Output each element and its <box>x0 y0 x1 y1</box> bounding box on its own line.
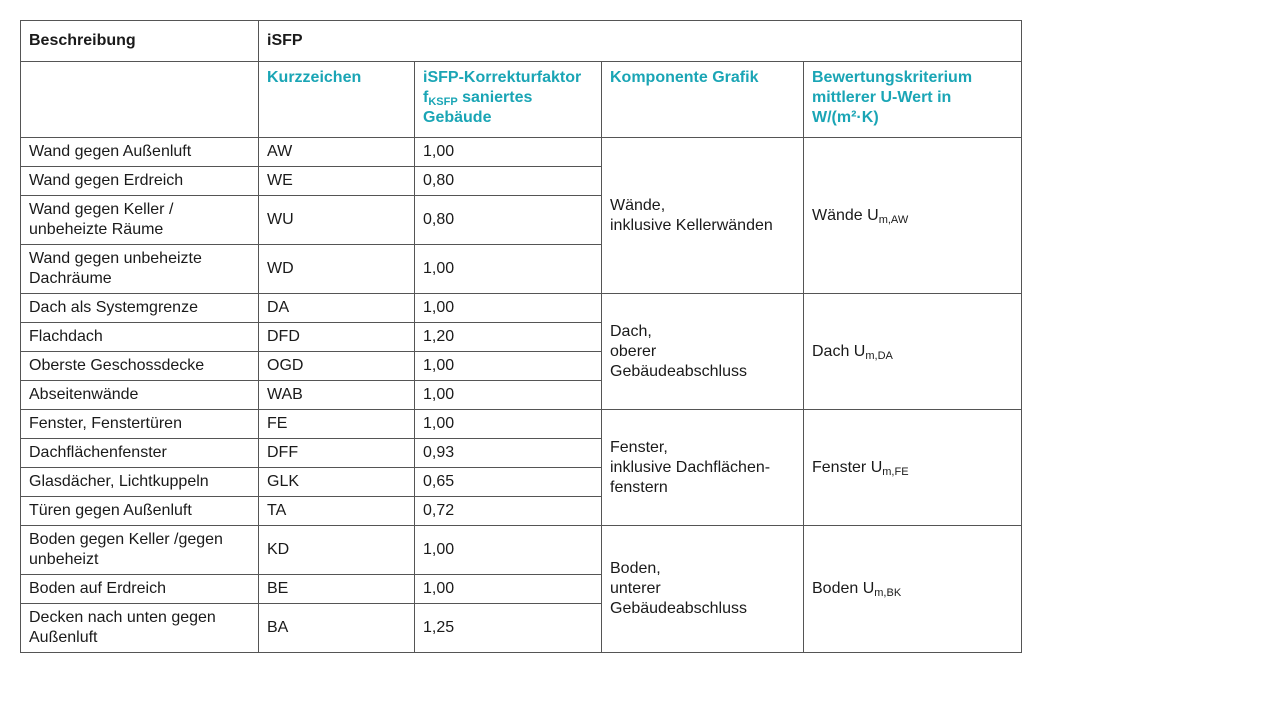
group-kriterium-boden <box>804 526 1022 653</box>
row-description: Decken nach unten gegen Außenluft <box>21 604 259 653</box>
row-factor: 1,00 <box>415 245 602 294</box>
row-description: Fenster, Fenstertüren <box>21 410 259 439</box>
group-kriterium-dach <box>804 294 1022 410</box>
row-code: WD <box>259 245 415 294</box>
row-code: BA <box>259 604 415 653</box>
row-factor: 0,65 <box>415 468 602 497</box>
group-komponente-waende: Wände, inklusive Kellerwänden <box>602 138 804 294</box>
row-code: WAB <box>259 381 415 410</box>
row-description: Dachflächenfenster <box>21 439 259 468</box>
row-factor: 1,00 <box>415 294 602 323</box>
header-komponente-grafik: Komponente Grafik <box>602 62 804 138</box>
group-komponente-dach: Dach, oberer Gebäudeabschluss <box>602 294 804 410</box>
row-code: TA <box>259 497 415 526</box>
header-bewertungskriterium: Bewertungskriterium mittlerer U-Wert in W/(m²·K) <box>804 62 1022 138</box>
row-code: DFD <box>259 323 415 352</box>
kriterium-text: Fenster U <box>812 458 883 476</box>
row-code: WU <box>259 196 415 245</box>
header-korrekturfaktor <box>415 62 602 138</box>
header-korrektur-f: f <box>423 89 429 106</box>
header-kurzzeichen: Kurzzeichen <box>259 62 415 138</box>
row-factor: 1,00 <box>415 410 602 439</box>
kriterium-text: Boden U <box>812 580 875 597</box>
header-korrektur-rest: saniertes Gebäude <box>423 89 533 126</box>
row-factor: 0,93 <box>415 439 602 468</box>
row-description: Oberste Geschossdecke <box>21 352 259 381</box>
isfp-correction-table <box>20 20 1022 653</box>
row-factor: 0,80 <box>415 167 602 196</box>
row-code: BE <box>259 575 415 604</box>
header-korrektur-line1: iSFP-Korrekturfaktor <box>423 69 582 86</box>
row-factor: 1,00 <box>415 575 602 604</box>
row-factor: 1,00 <box>415 526 602 575</box>
row-code: GLK <box>259 468 415 497</box>
row-code: OGD <box>259 352 415 381</box>
row-factor: 1,00 <box>415 352 602 381</box>
kriterium-sub: m,AW <box>878 213 909 226</box>
group-komponente-fenster: Fenster, inklusive Dachflächen- fenstern <box>602 410 804 526</box>
kriterium-sub: m,DA <box>865 349 893 362</box>
row-description: Glasdächer, Lichtkuppeln <box>21 468 259 497</box>
row-description: Abseitenwände <box>21 381 259 410</box>
group-komponente-boden: Boden, unterer Gebäudeabschluss <box>602 526 804 653</box>
row-code: DFF <box>259 439 415 468</box>
header-isfp: iSFP <box>259 21 1022 62</box>
row-code: AW <box>259 138 415 167</box>
row-code: KD <box>259 526 415 575</box>
row-description: Wand gegen Erdreich <box>21 167 259 196</box>
row-code: WE <box>259 167 415 196</box>
row-factor: 1,20 <box>415 323 602 352</box>
kriterium-sub: m,BK <box>874 587 902 599</box>
row-factor: 1,00 <box>415 138 602 167</box>
header-beschreibung: Beschreibung <box>21 21 259 62</box>
table-row <box>21 410 1022 439</box>
table-row <box>21 138 1022 167</box>
row-factor: 0,80 <box>415 196 602 245</box>
kriterium-text: Dach U <box>812 342 866 360</box>
row-code: DA <box>259 294 415 323</box>
row-code: FE <box>259 410 415 439</box>
row-description: Boden auf Erdreich <box>21 575 259 604</box>
header-korrektur-sub: KSFP <box>428 96 458 108</box>
header-row-2 <box>21 62 1022 138</box>
group-kriterium-waende <box>804 138 1022 294</box>
table-row <box>21 526 1022 575</box>
row-description: Dach als Systemgrenze <box>21 294 259 323</box>
row-factor: 0,72 <box>415 497 602 526</box>
group-kriterium-fenster <box>804 410 1022 526</box>
row-description: Wand gegen Keller / unbeheizte Räume <box>21 196 259 245</box>
kriterium-text: Wände U <box>812 206 879 224</box>
header-row-1 <box>21 21 1022 62</box>
row-description: Türen gegen Außenluft <box>21 497 259 526</box>
row-description: Wand gegen unbeheizte Dachräume <box>21 245 259 294</box>
row-description: Boden gegen Keller /gegen unbeheizt <box>21 526 259 575</box>
row-factor: 1,00 <box>415 381 602 410</box>
kriterium-sub: m,FE <box>882 465 909 478</box>
table-row <box>21 294 1022 323</box>
row-description: Flachdach <box>21 323 259 352</box>
header-empty-cell <box>21 62 259 138</box>
row-factor: 1,25 <box>415 604 602 653</box>
row-description: Wand gegen Außenluft <box>21 138 259 167</box>
